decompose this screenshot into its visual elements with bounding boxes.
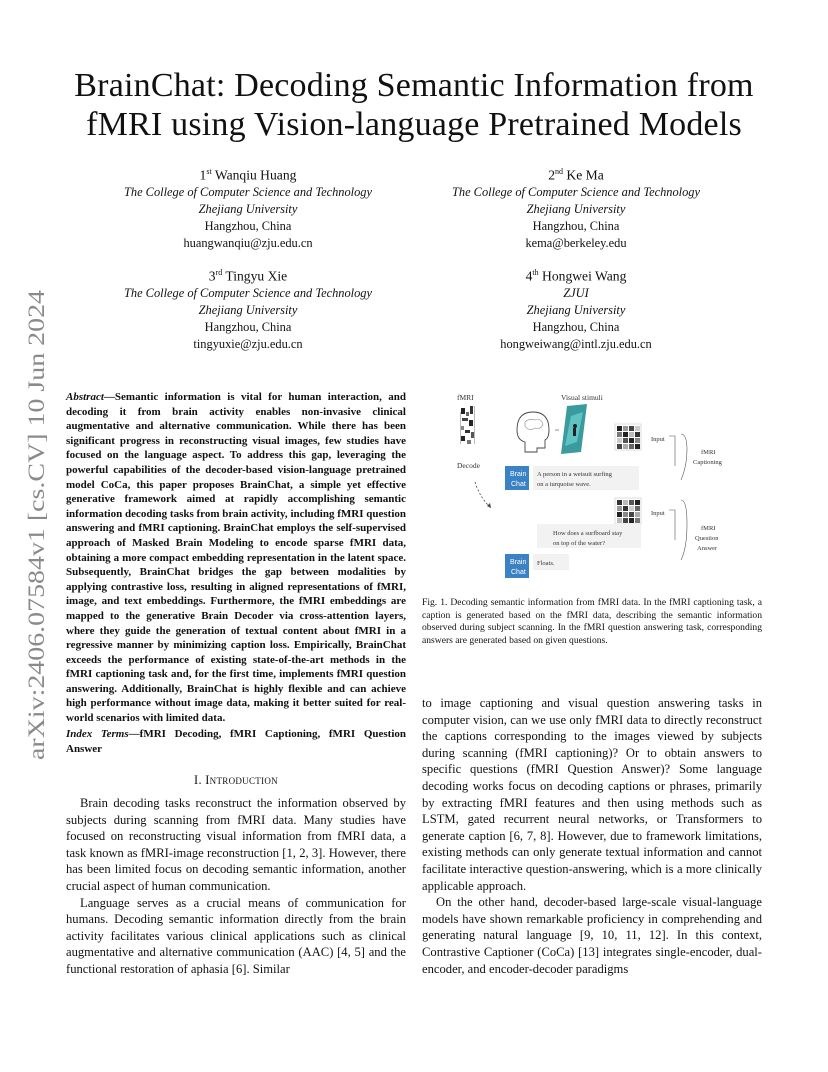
question-text-1: How does a surfboard stay bbox=[553, 530, 623, 537]
author-name: 3rd Tingyu Xie bbox=[208, 268, 288, 284]
author-university: Zhejiang University bbox=[198, 201, 298, 216]
decode-arrow bbox=[475, 482, 491, 508]
section-title: Introduction bbox=[205, 773, 278, 787]
author-block-4 bbox=[396, 264, 756, 353]
author-university: Zhejiang University bbox=[526, 201, 626, 216]
paper-title bbox=[60, 66, 768, 144]
fmri-label: fMRI bbox=[457, 393, 474, 402]
author-city: Hangzhou, China bbox=[532, 319, 620, 334]
decode-label: Decode bbox=[457, 461, 480, 470]
section-heading bbox=[66, 773, 406, 788]
paragraph: Language serves as a crucial means of communication for humans. Decoding semantic information directly from the brain activity facilitates various clinical applications such as clinical augmentative and alternative communication (AAC) [4, 5] and the functional restoration of aphasia [6]. Similar bbox=[66, 895, 406, 976]
brainchat-label-2a: Brain bbox=[510, 559, 527, 566]
author-name: 1st Wanqiu Huang bbox=[199, 167, 297, 183]
input-label-2: Input bbox=[651, 510, 665, 517]
task1-label-2: Captioning bbox=[693, 459, 722, 466]
task1-label-1: fMRI bbox=[701, 449, 716, 456]
author-city: Hangzhou, China bbox=[532, 218, 620, 233]
author-name: 4th Hongwei Wang bbox=[525, 268, 627, 284]
author-block-1 bbox=[68, 163, 428, 252]
author-name: 2nd Ke Ma bbox=[548, 167, 604, 183]
author-block-3 bbox=[68, 264, 428, 353]
decode-arrow-head bbox=[487, 503, 491, 508]
input-label-1: Input bbox=[651, 436, 665, 443]
author-email: kema@berkeley.edu bbox=[525, 235, 627, 250]
question-text-2: on top of the water? bbox=[553, 540, 605, 547]
caption-text-1: A person in a wetsuit surfing bbox=[537, 471, 612, 478]
title-line-1: BrainChat: Decoding Semantic Information from bbox=[74, 67, 754, 104]
abstract bbox=[66, 390, 406, 726]
author-affiliation: ZJUI bbox=[563, 285, 589, 300]
caption-text-2: on a turquoise wave. bbox=[537, 481, 591, 488]
visual-stimuli-label: Visual stimuli bbox=[561, 393, 603, 402]
input-connector-2 bbox=[669, 510, 675, 540]
author-university: Zhejiang University bbox=[198, 302, 298, 317]
input-connector-1 bbox=[669, 436, 675, 466]
arxiv-stamp bbox=[22, 290, 52, 760]
abstract-body: —Semantic information is vital for human interaction, and decoding it from brain activity enables non-invasive clinical augmentative and alternative communication. While there has been significant progress in reconstructing visual images, few studies have focused on the language aspect. To address this gap, leveraging the powerful capabilities of the decoder-based vision-language pretrained model CoCa, this paper proposes BrainChat, a simple yet effective generative framework aimed at rapidly accomplishing semantic information decoding tasks from brain activity, including fMRI question answering and fMRI captioning. BrainChat employs the self-supervised approach of Masked Brain Modeling to encode sparse fMRI data, obtaining a more compact embedding representation in the latent space. Subsequently, BrainChat bridges the gap between modalities by applying contrastive loss, resulting in aligned representations of fMRI, image, and text embeddings. Furthermore, the fMRI embeddings are mapped to the generative Brain Decoder via cross-attention layers, where they guide the generation of textual content about fMRI in a regressive manner by minimizing caption loss. Empirically, BrainChat exceeds the performance of existing state-of-the-art methods in the fMRI captioning task and, for the first time, implements fMRI question answering. Additionally, BrainChat is highly flexible and can achieve high performance without image data, making it better suited for real-world scenarios with limited data. bbox=[66, 391, 406, 725]
fmri-input-icon-2 bbox=[615, 498, 641, 524]
index-terms-body: —fMRI Decoding, fMRI Captioning, fMRI Question Answer bbox=[66, 728, 406, 755]
fmri-input-icon-1 bbox=[615, 424, 641, 450]
author-city: Hangzhou, China bbox=[204, 319, 292, 334]
fmri-signal-icon bbox=[460, 406, 475, 444]
surfing-image bbox=[561, 404, 587, 454]
section-number: I. bbox=[194, 773, 202, 787]
author-email: tingyuxie@zju.edu.cn bbox=[193, 336, 303, 351]
paragraph: On the other hand, decoder-based large-scale visual-language models have shown remarkable proficiency in comprehending and generating natural language [9, 10, 11, 12]. In this context, Contrastive Captioner (CoCa) [13] integrates single-encoder, dual-encoder, and encoder-decoder paradigms bbox=[422, 895, 762, 976]
author-block-2 bbox=[396, 163, 756, 252]
paragraph: to image captioning and visual question answering tasks in computer vision, can we use only fMRI data to directly reconstruct the captions corresponding to the images viewed by subjects during scanning (fMRI captioning)? Or to obtain answers to specific questions (fMRI Question Answer)? Some language decoding works focus on decoding captions or phrases, primarily by extracting fMRI features and then using methods such as LSTM, gated recurrent neural networks, or Transformers to generate caption [6, 7, 8]. However, due to framework limitations, existing methods can only generate textual information and cannot facilitate interactive question-answering, which is a more clinically applicable approach. bbox=[422, 696, 762, 893]
author-affiliation: The College of Computer Science and Technology bbox=[452, 184, 700, 199]
brainchat-label-1b: Chat bbox=[511, 481, 526, 488]
brainchat-label-1a: Brain bbox=[510, 471, 527, 478]
author-email: hongweiwang@intl.zju.edu.cn bbox=[500, 336, 652, 351]
bracket-1 bbox=[681, 434, 687, 480]
figure-1 bbox=[455, 390, 755, 585]
task2-label-1: fMRI bbox=[701, 525, 716, 532]
task2-label-2: Question bbox=[695, 535, 719, 542]
task2-label-3: Answer bbox=[697, 545, 718, 552]
answer-text: Floats. bbox=[537, 560, 555, 567]
intro-right-column bbox=[422, 695, 762, 977]
index-terms bbox=[66, 727, 406, 756]
abstract-label: Abstract bbox=[66, 391, 104, 403]
arxiv-stamp-text: arXiv:2406.07584v1 [cs.CV] 10 Jun 2024 bbox=[24, 372, 49, 760]
head-icon bbox=[517, 412, 549, 452]
author-email: huangwanqiu@zju.edu.cn bbox=[183, 235, 313, 250]
index-terms-label: Index Terms bbox=[66, 728, 129, 740]
figure-caption: Fig. 1. Decoding semantic information from fMRI data. In the fMRI captioning task, a caption is generated based on the fMRI data, describing the semantic information observed during subject scanning. In the fMRI question answering task, corresponding answers are generated based on given questions. bbox=[422, 597, 762, 646]
bracket-2 bbox=[681, 500, 687, 560]
author-affiliation: The College of Computer Science and Technology bbox=[124, 184, 372, 199]
author-city: Hangzhou, China bbox=[204, 218, 292, 233]
author-affiliation: The College of Computer Science and Technology bbox=[124, 285, 372, 300]
title-line-2: fMRI using Vision-language Pretrained Models bbox=[86, 106, 742, 143]
brainchat-label-2b: Chat bbox=[511, 569, 526, 576]
paragraph: Brain decoding tasks reconstruct the information observed by subjects during scanning from fMRI data. Many studies have focused on reconstructing visual information from fMRI data, a task known as fMRI-image reconstruction [1, 2, 3]. However, there has been limited focus on decoding semantic information, another crucial aspect of human communication. bbox=[66, 796, 406, 893]
intro-left-column bbox=[66, 795, 406, 978]
author-university: Zhejiang University bbox=[526, 302, 626, 317]
